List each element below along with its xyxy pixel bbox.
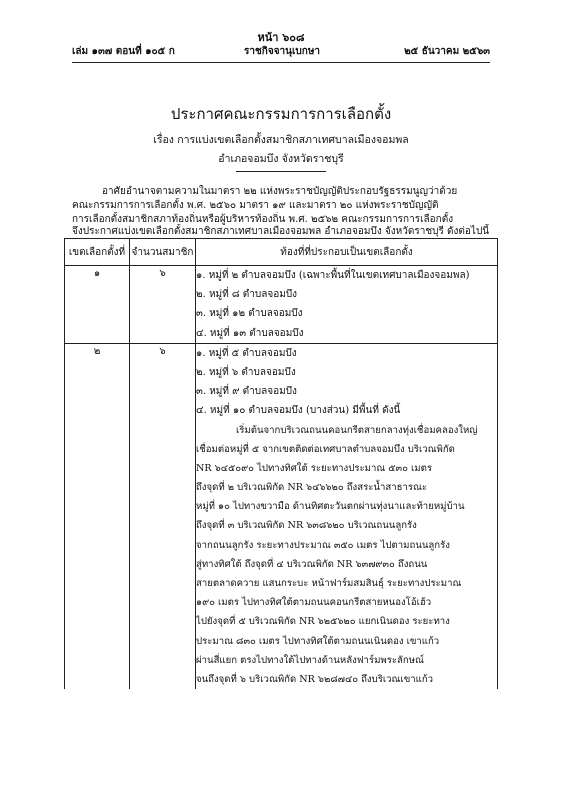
table-row [65, 266, 498, 344]
intro-line: คณะกรรมการการเลือกตั้ง พ.ศ. ๒๕๖๐ มาตรา ๑๙ และมาตรา ๒๐ แห่งพระราชบัญญัติ [72, 200, 439, 211]
table-header-row [65, 239, 498, 266]
districts-table [64, 238, 498, 689]
boundary-description-line: สายตลาดควาย แสนกระบะ หน้าฟาร์มสมสินธุ์ ระยะทางประมาณ [196, 578, 462, 589]
intro-line: การเลือกตั้งสมาชิกสภาท้องถิ่นหรือผู้บริหารท้องถิ่น พ.ศ. ๒๕๖๒ คณะกรรมการการเลือกตั้ง [72, 214, 454, 225]
area-list [196, 266, 498, 344]
header-areas: ท้องที่ที่ประกอบเป็นเขตเลือกตั้ง [196, 239, 498, 266]
area-item: ๑. หมู่ที่ ๒ ตำบลจอมบึง (เฉพาะพื้นที่ในเขตเทศบาลเมืองจอมพล) [196, 270, 470, 281]
area-item: ๑. หมู่ที่ ๕ ตำบลจอมบึง [196, 347, 297, 359]
header-zone: เขตเลือกตั้งที่ [65, 239, 130, 266]
area-item: ๒. หมู่ที่ ๘ ตำบลจอมบึง [196, 289, 298, 301]
area-item: ๒. หมู่ที่ ๖ ตำบลจอมบึง [196, 366, 296, 378]
gazette-header [72, 44, 490, 60]
announcement-title: ประกาศคณะกรรมการการเลือกตั้ง [170, 105, 392, 123]
boundary-description-line: ถึงจุดที่ ๓ บริเวณพิกัด NR ๖๓๘๖๒๐ บริเวณถนนลูกรัง [196, 520, 417, 532]
area-list [196, 343, 498, 689]
boundary-description-line: ไปยังจุดที่ ๕ บริเวณพิกัด NR ๖๒๕๖๒๐ แยกเนินดอง ระยะทาง [196, 616, 450, 628]
boundary-description-line: เชื่อมต่อหมู่ที่ ๕ จากเขตติดต่อเทศบาลตำบลจอมบึง บริเวณพิกัด [196, 443, 455, 455]
table-row [65, 343, 498, 689]
header-members: จำนวนสมาชิก [130, 239, 196, 266]
area-item: ๓. หมู่ที่ ๙ ตำบลจอมบึง [196, 386, 297, 398]
boundary-description-line: ผ่านสี่แยก ตรงไปทางใต้ไปทางด้านหลังฟาร์มพระลักษณ์ [196, 654, 424, 666]
intro-line: จึงประกาศแบ่งเขตเลือกตั้งสมาชิกสภาเทศบาลเมืองจอมพล อำเภอจอมบึง จังหวัดราชบุรี ดังต่อไปนี้ [72, 226, 490, 237]
boundary-description-line: สู่ทางทิศใต้ ถึงจุดที่ ๔ บริเวณพิกัด NR ๖๓๗๙๓๐ ถึงถนน [196, 558, 428, 570]
zone-number: ๑ [65, 266, 130, 344]
area-item: ๓. หมู่ที่ ๑๒ ตำบลจอมบึง [196, 308, 303, 320]
boundary-description-line: ประมาณ ๘๓๐ เมตร ไปทางทิศใต้ตามถนนเนินดอง เขาแก้ว [196, 635, 440, 647]
announcement-location: อำเภอจอมบึง จังหวัดราชบุรี [218, 153, 344, 165]
area-item: ๔. หมู่ที่ ๑๓ ตำบลจอมบึง [196, 327, 304, 339]
announcement-subject: เรื่อง การแบ่งเขตเลือกตั้งสมาชิกสภาเทศบาลเมืองจอมพล [153, 134, 409, 146]
volume-section: เล่ม ๑๓๗ ตอนที่ ๑๐๕ ก [72, 46, 175, 57]
header-rule [72, 62, 490, 63]
boundary-description-line: ถึงจุดที่ ๒ บริเวณพิกัด NR ๖๔๖๖๒๐ ถึงสระน้ำสาธารณะ [196, 482, 428, 494]
boundary-description-line: เริ่มต้นจากบริเวณถนนคอนกรีตสายกลางทุ่งเชื่อมคลองใหญ่ [236, 424, 478, 436]
boundary-description-line: จากถนนลูกรัง ระยะทางประมาณ ๓๕๐ เมตร ไปตามถนนลูกรัง [196, 539, 450, 551]
zone-number: ๒ [65, 343, 130, 689]
boundary-description-line: ๑๙๐ เมตร ไปทางทิศใต้ตามถนนคอนกรีตสายหนองโอ้เฮ้ว [196, 597, 432, 609]
publication-date: ๒๕ ธันวาคม ๒๕๖๓ [404, 46, 490, 57]
boundary-description-line: NR ๖๔๕๐๙๐ ไปทางทิศใต้ ระยะทางประมาณ ๕๓๐ เมตร [196, 462, 432, 474]
area-item: ๔. หมู่ที่ ๑๐ ตำบลจอมบึง (บางส่วน) มีพื้นที่ ดังนี้ [196, 405, 401, 417]
gazette-name: ราชกิจจานุเบกษา [244, 46, 321, 57]
title-divider [236, 171, 326, 172]
member-count: ๖ [130, 343, 196, 689]
member-count: ๖ [130, 266, 196, 344]
boundary-description-line: จนถึงจุดที่ ๖ บริเวณพิกัด NR ๖๒๘๗๔๐ ถึงบริเวณเขาแก้ว [196, 673, 434, 685]
page-number: หน้า ๖๐๘ [257, 31, 305, 44]
intro-line: อาศัยอำนาจตามความในมาตรา ๒๒ แห่งพระราชบัญญัติประกอบรัฐธรรมนูญว่าด้วย [102, 186, 458, 197]
boundary-description-line: หมู่ที่ ๑๐ ไปทางขวามือ ด้านทิศตะวันตกผ่านทุ่งนาและท้ายหมู่บ้าน [196, 501, 465, 513]
